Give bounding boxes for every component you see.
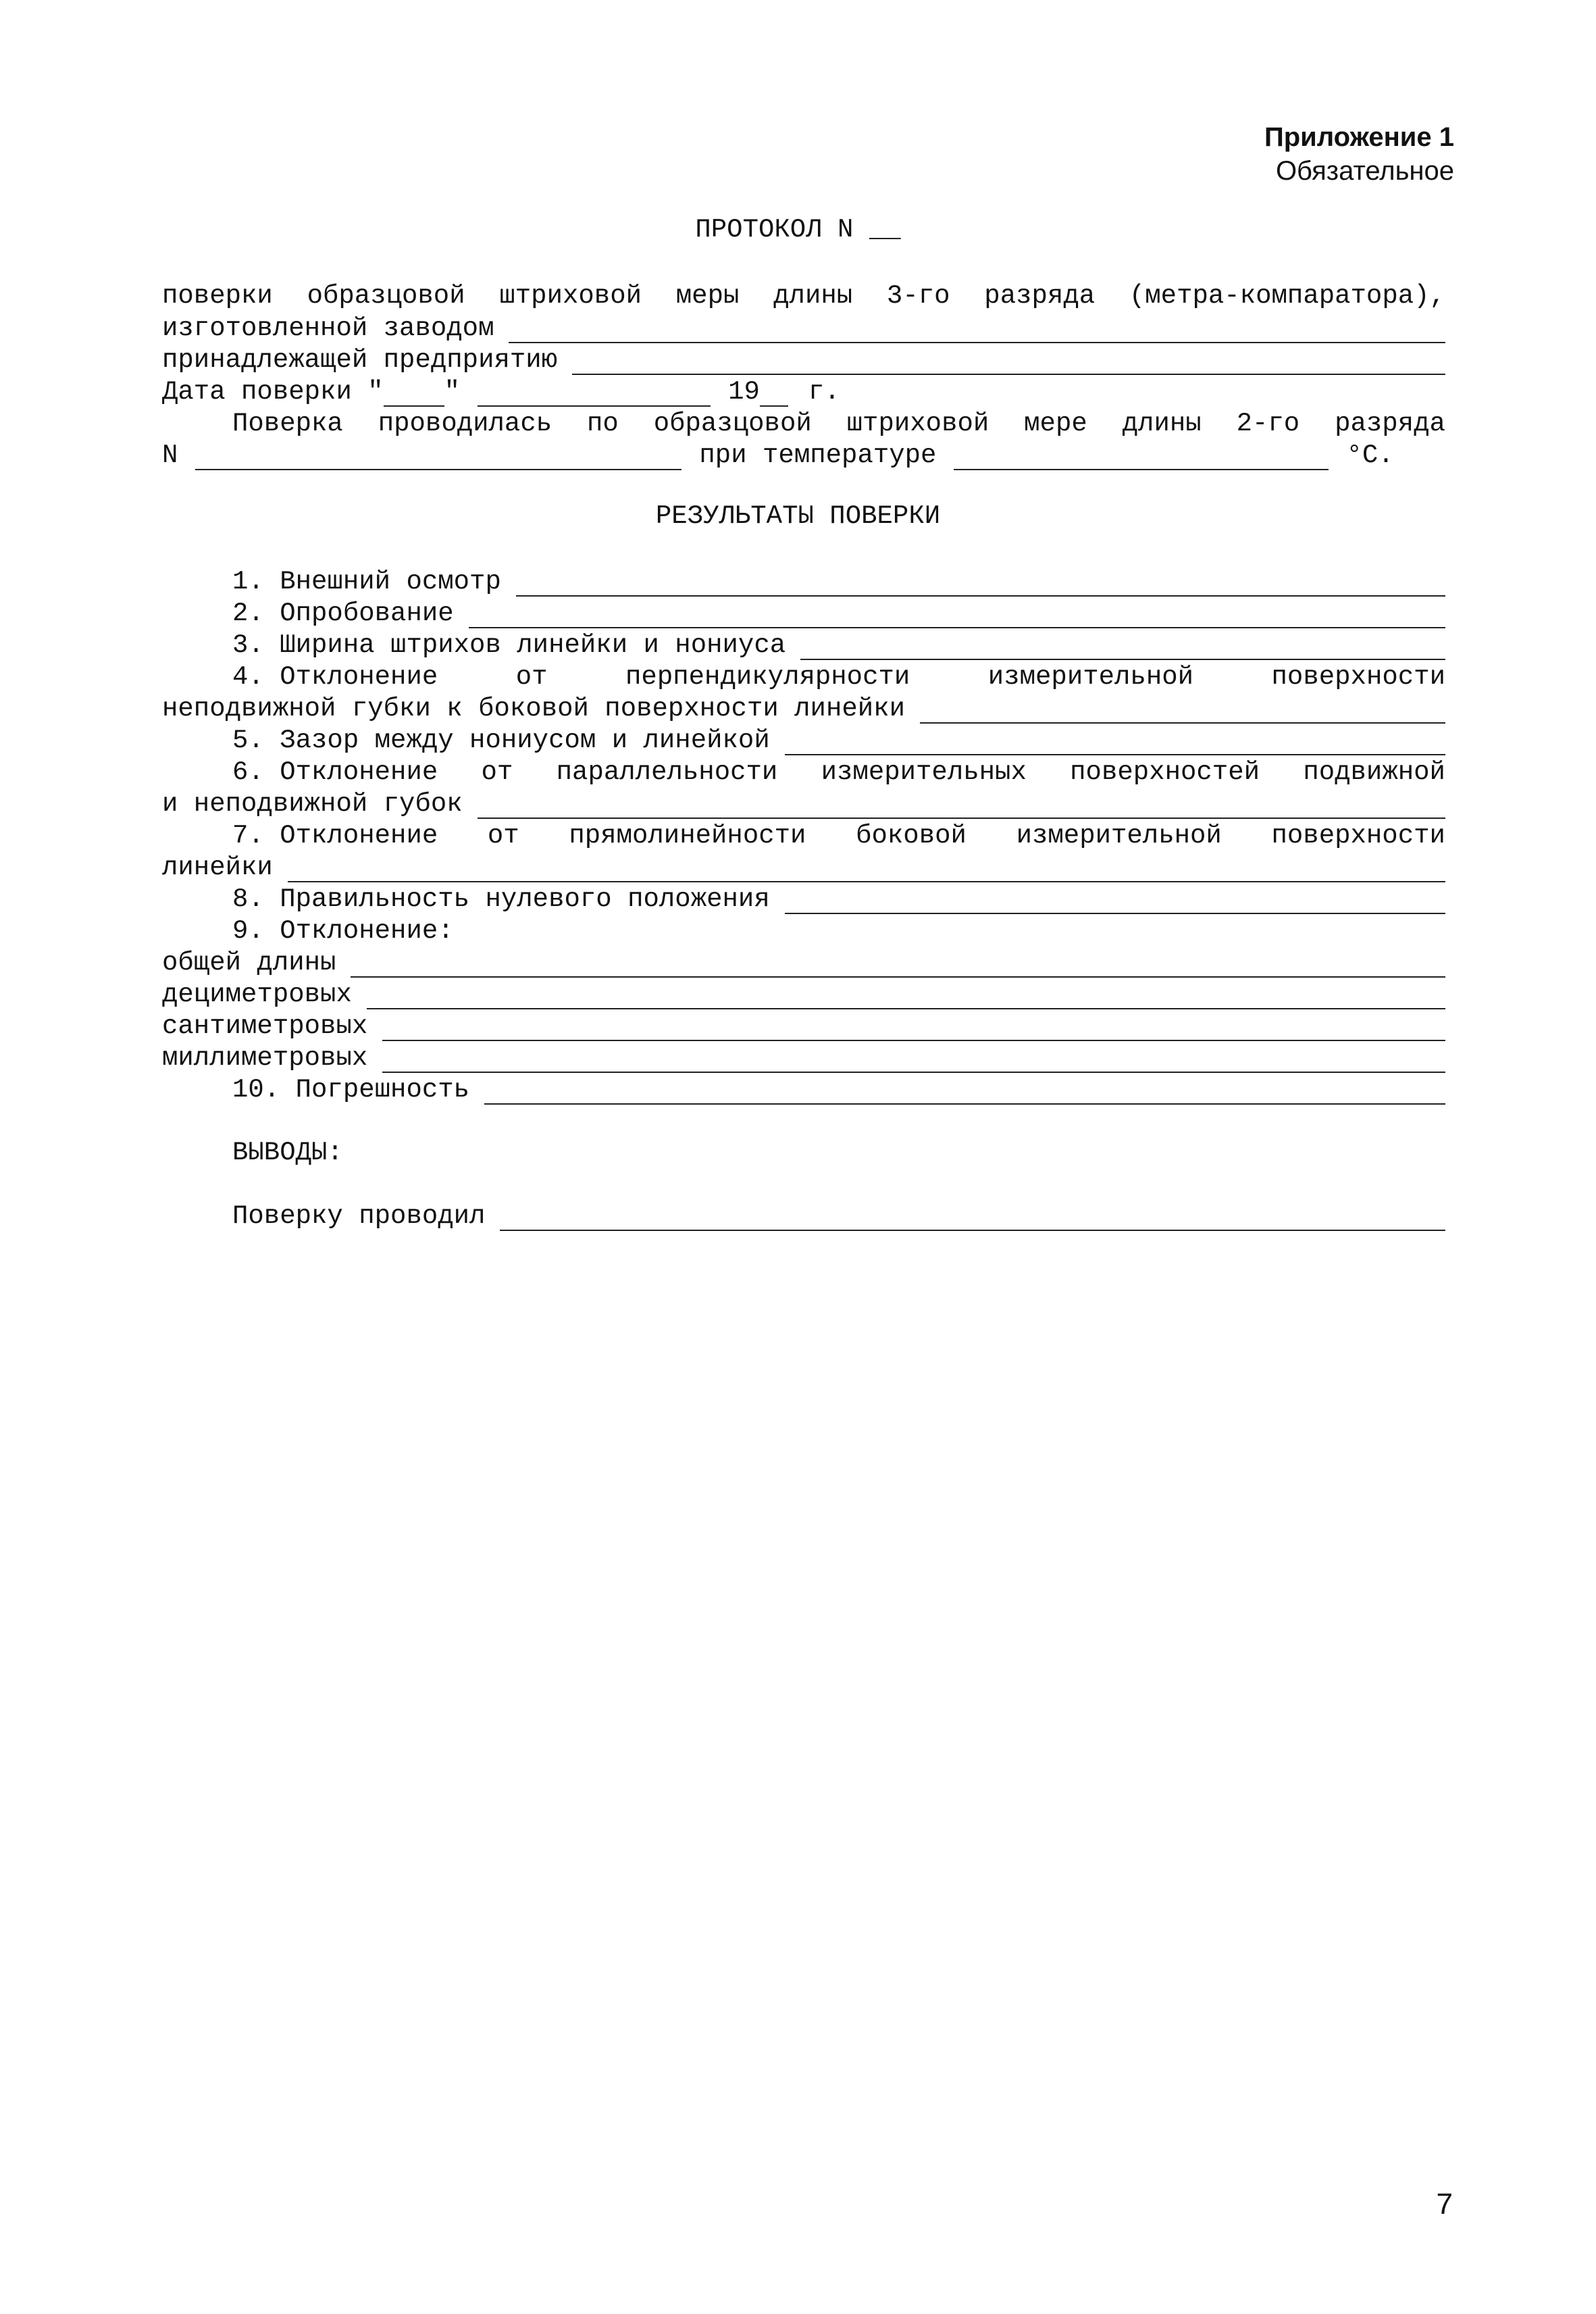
intro-line-1: поверки образцовой штриховой меры длины 3-го разряда (метра-компаратора), <box>162 281 1445 311</box>
result-item-4: 4. Отклонение от перпендикулярности измерительной поверхности <box>232 662 1445 692</box>
verifier-blank[interactable] <box>500 1209 1445 1231</box>
protocol-title: ПРОТОКОЛ N __ <box>695 215 901 245</box>
conclusions-label: ВЫВОДЫ: <box>232 1138 343 1167</box>
result-item-9: 9. Отклонение: <box>232 916 454 946</box>
reference-line: Поверка проводилась по образцовой штриховой мере длины 2-го разряда <box>232 409 1445 438</box>
result-item-7: 7. Отклонение от прямолинейности боковой измерительной поверхности <box>232 821 1445 851</box>
appendix-header <box>1264 120 1454 188</box>
result-9-mm-blank[interactable] <box>382 1051 1445 1073</box>
result-10-blank[interactable] <box>484 1083 1445 1105</box>
result-9-cm-blank[interactable] <box>382 1020 1445 1041</box>
made-by-field[interactable]: изготовленной заводом <box>162 311 1445 343</box>
appendix-title: Приложение 1 <box>1264 122 1454 152</box>
result-item-6: 6. Отклонение от параллельности измерительных поверхностей подвижной <box>232 757 1445 787</box>
result-item-2[interactable]: 2. Опробование <box>232 596 1445 628</box>
result-item-9-mm[interactable]: миллиметровых <box>162 1040 1445 1073</box>
temperature-blank[interactable] <box>954 449 1329 470</box>
result-item-8[interactable]: 8. Правильность нулевого положения <box>232 882 1445 914</box>
result-item-9-dec[interactable]: дециметровых <box>162 977 1445 1009</box>
result-8-blank[interactable] <box>785 892 1445 914</box>
result-6-blank[interactable] <box>478 797 1445 819</box>
day-blank[interactable] <box>384 385 444 407</box>
result-4-blank[interactable] <box>920 702 1445 724</box>
month-blank[interactable] <box>478 385 711 407</box>
result-3-blank[interactable] <box>800 638 1445 660</box>
belongs-blank[interactable] <box>572 353 1445 375</box>
result-item-5[interactable]: 5. Зазор между нониусом и линейкой <box>232 723 1445 755</box>
results-title: РЕЗУЛЬТАТЫ ПОВЕРКИ <box>655 501 941 531</box>
reference-number-temperature[interactable]: N при температуре °С. <box>162 441 1394 470</box>
result-item-1[interactable]: 1. Внешний осмотр <box>232 564 1445 597</box>
result-item-7-cont[interactable]: линейки <box>162 850 1445 882</box>
page-number: 7 <box>1436 2188 1453 2221</box>
result-item-10[interactable]: 10. Погрешность <box>232 1072 1445 1105</box>
year-blank[interactable] <box>760 385 788 407</box>
result-item-9-cm[interactable]: сантиметровых <box>162 1009 1445 1041</box>
belongs-field[interactable]: принадлежащей предприятию <box>162 343 1445 375</box>
result-9-dec-blank[interactable] <box>367 988 1445 1009</box>
result-9-total-blank[interactable] <box>351 956 1445 978</box>
result-1-blank[interactable] <box>516 575 1445 597</box>
reference-number-blank[interactable] <box>195 449 681 470</box>
verifier-field[interactable]: Поверку проводил <box>232 1199 1445 1231</box>
appendix-subtitle: Обязательное <box>1275 156 1454 186</box>
result-7-blank[interactable] <box>288 861 1445 882</box>
result-item-6-cont[interactable]: и неподвижной губок <box>162 786 1445 819</box>
result-5-blank[interactable] <box>785 734 1445 755</box>
result-item-3[interactable]: 3. Ширина штрихов линейки и нониуса <box>232 628 1445 660</box>
result-2-blank[interactable] <box>469 607 1445 628</box>
result-item-4-cont[interactable]: неподвижной губки к боковой поверхности линейки <box>162 691 1445 724</box>
made-by-blank[interactable] <box>509 322 1445 343</box>
result-item-9-total[interactable]: общей длины <box>162 945 1445 978</box>
date-field[interactable]: Дата поверки " " 19 г. <box>162 377 840 407</box>
